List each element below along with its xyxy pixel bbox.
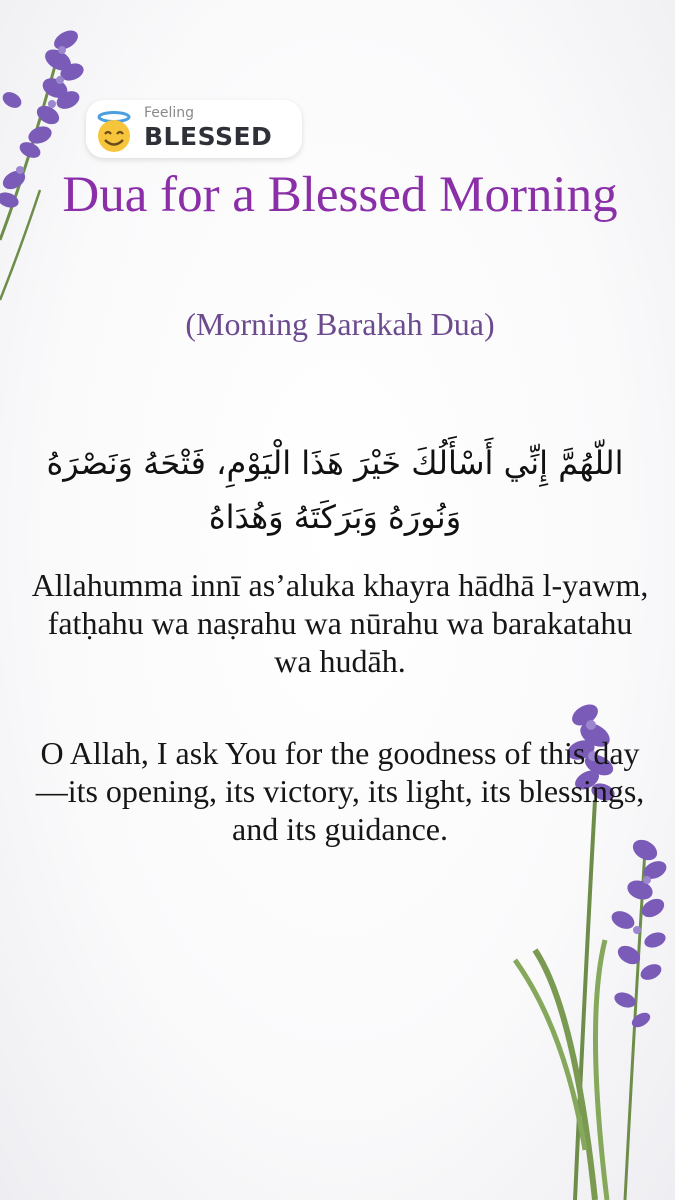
sticker-blessed-label: BLESSED	[144, 122, 273, 151]
english-translation-text: O Allah, I ask You for the goodness of this day—its opening, its victory, its light, its blessings, and its guidance.	[35, 735, 645, 847]
transliteration-text: Allahumma innī as’aluka khayra hādhā l-yawm, fatḥahu wa naṣrahu wa nūrahu wa barakatahu wa hudāh.	[31, 567, 649, 679]
page-subtitle: (Morning Barakah Dua)	[185, 306, 495, 342]
feeling-blessed-sticker	[86, 100, 302, 158]
smiling-face-with-halo-icon	[92, 110, 136, 154]
arabic-dua-text: اللّهُمَّ إِنِّي أَسْأَلُكَ خَيْرَ هَذَا الْيَوْمِ، فَتْحَهُ وَنَصْرَهُ وَنُورَهُ وَبَرَكَتَهُ وَهُدَاهُ	[46, 444, 624, 536]
page-title: Dua for a Blessed Morning	[62, 167, 618, 223]
sticker-feeling-label: Feeling	[144, 105, 195, 121]
